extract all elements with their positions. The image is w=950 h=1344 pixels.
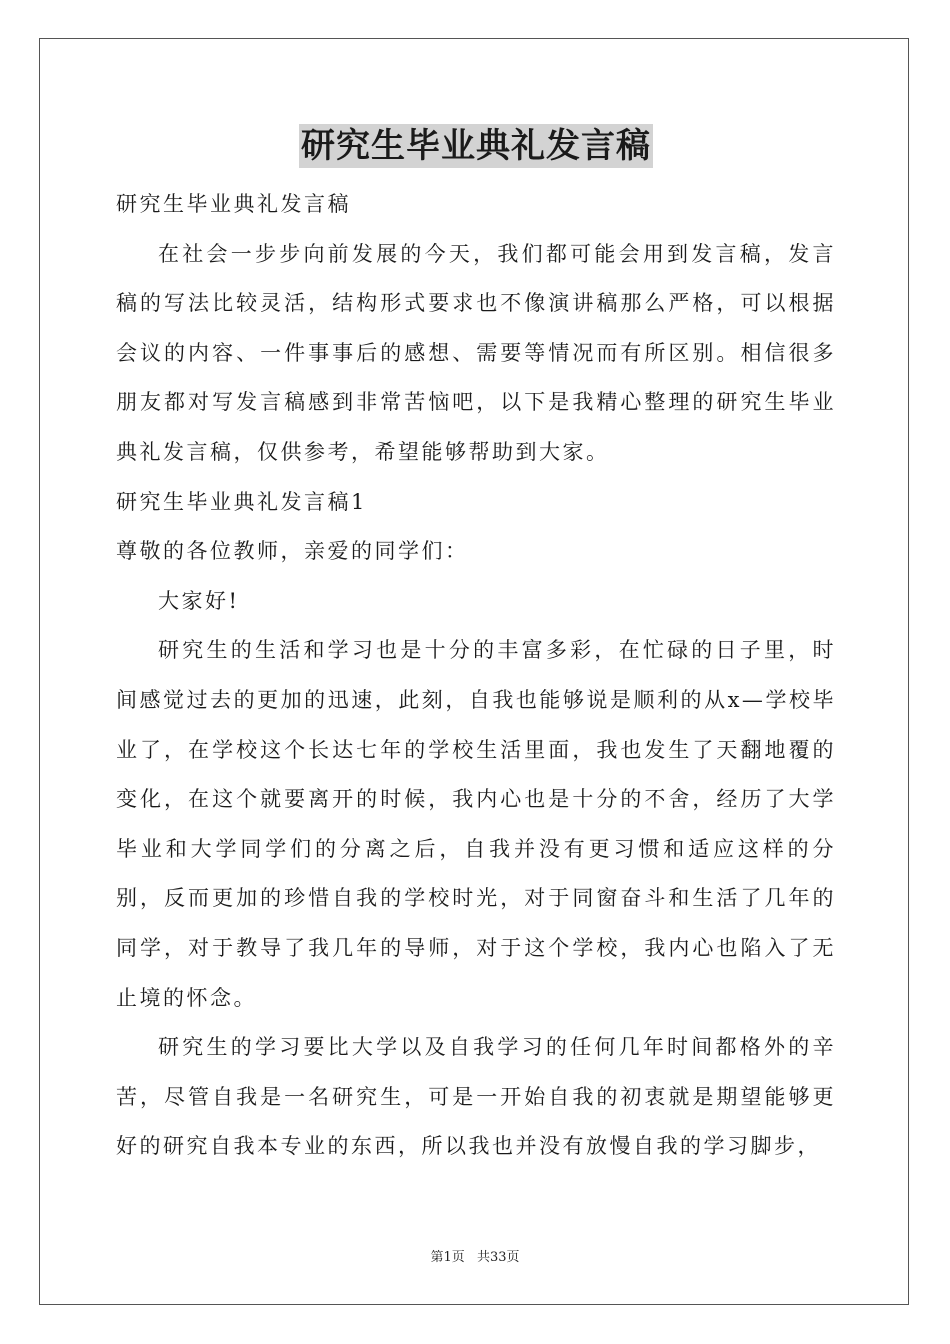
salutation: 尊敬的各位教师，亲爱的同学们： [116,539,469,564]
page-footer [0,1246,950,1265]
document-subtitle: 研究生毕业典礼发言稿 [116,192,351,216]
section-heading: 研究生毕业典礼发言稿1 [116,489,367,514]
document-body [116,124,836,1172]
body-paragraph-1: 研究生的生活和学习也是十分的丰富多彩，在忙碌的日子里，时间感觉过去的更加的迅速，此刻，自我也能够说是顺利的从x—学校毕业了，在学校这个长达七年的学校生活里面，我也发生了天翻地覆的变化，在这个就要离开的时候，我内心也是十分的不舍，经历了大学毕业和大学同学们的分离之后，自我并没有更习惯和适应这样的分别，反而更加的珍惜自我的学校时光，对于同窗奋斗和生活了几年的同学，对于教导了我几年的导师，对于这个学校，我内心也陷入了无止境的怀念。 [116,638,836,1010]
page-total: 共33页 [476,1250,520,1265]
intro-paragraph: 在社会一步步向前发展的今天，我们都可能会用到发言稿，发言稿的写法比较灵活，结构形式要求也不像演讲稿那么严格，可以根据会议的内容、一件事事后的感想、需要等情况而有所区别。相信很多朋友都对写发言稿感到非常苦恼吧，以下是我精心整理的研究生毕业典礼发言稿，仅供参考，希望能够帮助到大家。 [116,241,836,464]
body-paragraph-2: 研究生的学习要比大学以及自我学习的任何几年时间都格外的辛苦，尽管自我是一名研究生，可是一开始自我的初衷就是期望能够更好的研究自我本专业的东西，所以我也并没有放慢自我的学习脚步， [116,1035,836,1159]
document-title: 研究生毕业典礼发言稿 [301,126,651,166]
page-number: 第1页 [430,1250,465,1265]
title-wrapper [116,124,836,172]
greeting: 大家好! [158,588,240,613]
